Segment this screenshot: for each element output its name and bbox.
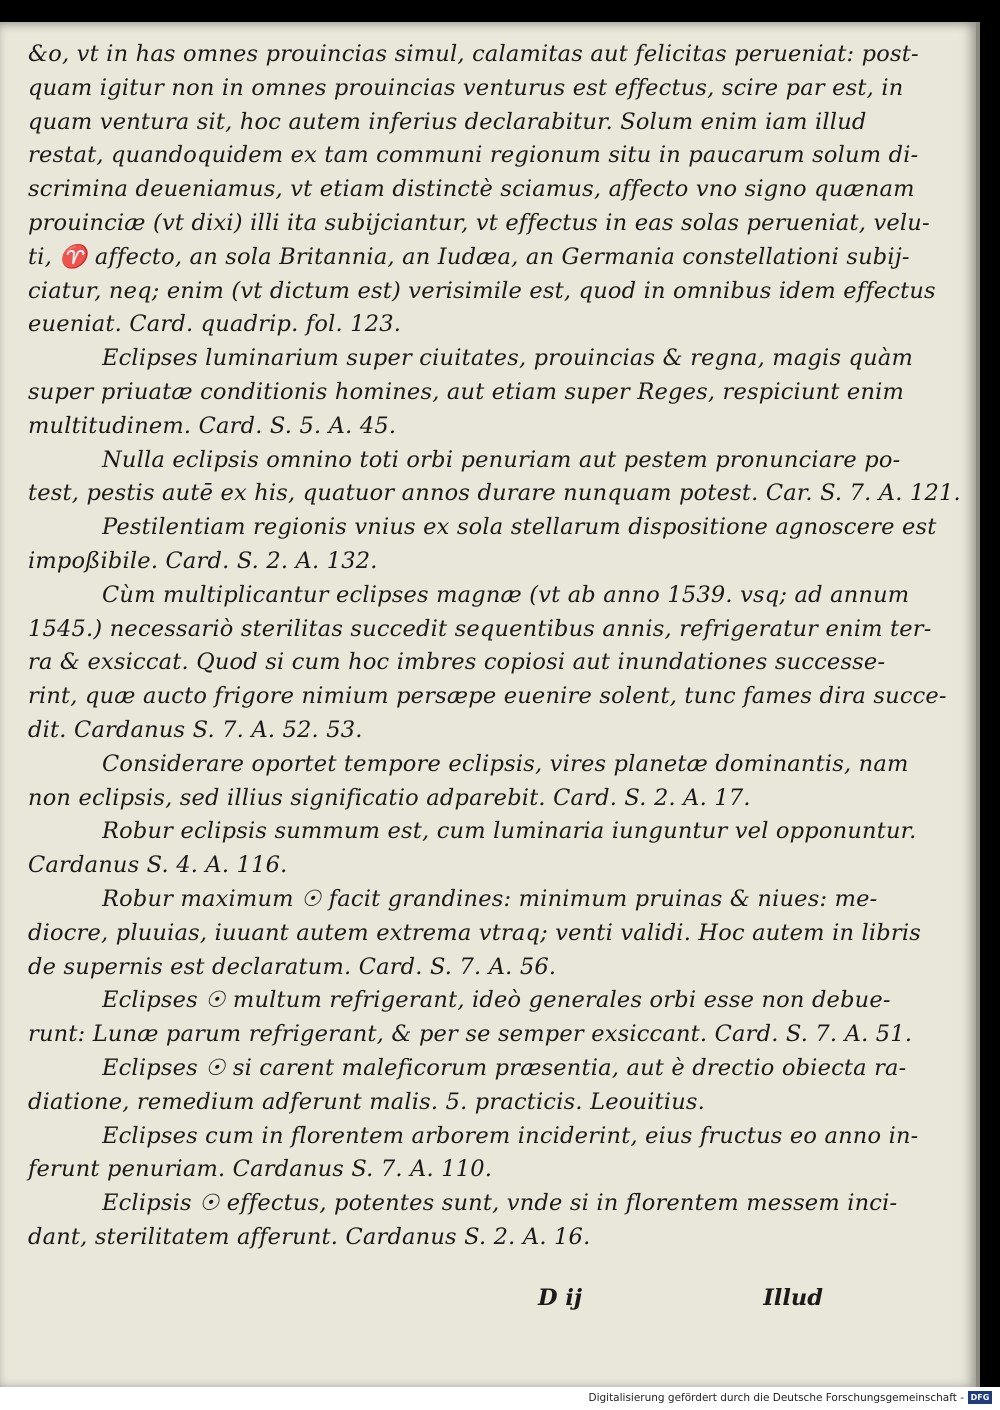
text-line: super priuatæ conditionis homines, aut etiam super Reges, respiciunt enim bbox=[28, 378, 905, 405]
text-line: test, pestis autē ex his, quatuor annos durare nunquam potest. Car. S. 7. A. 121. bbox=[28, 480, 961, 507]
text-line: quam igitur non in omnes prouincias venturus est effectus, scire par est, in bbox=[28, 74, 904, 101]
paragraph-start: Eclipses luminarium super ciuitates, prouincias & regna, magis quàm bbox=[102, 345, 913, 372]
text-line: multitudinem. Card. S. 5. A. 45. bbox=[28, 412, 397, 439]
paragraph-start: Nulla eclipsis omnino toti orbi penuriam aut pestem pronunciare po- bbox=[102, 446, 901, 473]
text-line: ferunt penuriam. Cardanus S. 7. A. 110. bbox=[28, 1156, 493, 1183]
signature-mark: D ij bbox=[538, 1285, 583, 1311]
paragraph-start: Robur eclipsis summum est, cum luminaria iunguntur vel opponuntur. bbox=[102, 818, 917, 845]
paragraph-start: Eclipses ☉ si carent maleficorum præsentia, aut è drectio obiecta ra- bbox=[102, 1054, 907, 1081]
paragraph-start: Cùm multiplicantur eclipses magnæ (vt ab anno 1539. vsq; ad annum bbox=[102, 581, 910, 608]
text-line: prouinciæ (vt dixi) illi ita subijciantur, vt effectus in eas solas perueniat, velu- bbox=[28, 209, 930, 236]
page-text bbox=[28, 38, 961, 1255]
text-line: eueniat. Card. quadrip. fol. 123. bbox=[28, 311, 402, 338]
text-line: non eclipsis, sed illius significatio adparebit. Card. S. 2. A. 17. bbox=[28, 784, 751, 811]
text-line: ti, ♈ affecto, an sola Britannia, an Iudæa, an Germania constellationi subij- bbox=[28, 243, 910, 270]
paragraph-start: Eclipses cum in florentem arborem inciderint, eius fructus eo anno in- bbox=[102, 1122, 919, 1149]
text-line: scrimina deueniamus, vt etiam distinctè sciamus, affecto vno signo quænam bbox=[28, 176, 915, 203]
text-line: rint, quæ aucto frigore nimium persæpe euenire solent, tunc fames dira succe- bbox=[28, 683, 947, 710]
catchword: Illud bbox=[763, 1285, 823, 1311]
page-footer bbox=[28, 1285, 823, 1319]
text-line: diatione, remedium adferunt malis. 5. practicis. Leouitius. bbox=[28, 1088, 705, 1115]
digitization-bar bbox=[0, 1387, 1000, 1410]
text-line: ciatur, neq; enim (vt dictum est) verisimile est, quod in omnibus idem effectus bbox=[28, 277, 936, 304]
text-line: quam ventura sit, hoc autem inferius declarabitur. Solum enim iam illud bbox=[28, 108, 867, 135]
paragraph-start: Robur maximum ☉ facit grandines: minimum pruinas & niues: me- bbox=[102, 885, 878, 912]
text-line: ra & exsiccat. Quod si cum hoc imbres copiosi aut inundationes successe- bbox=[28, 649, 886, 676]
funding-credit: Digitalisierung gefördert durch die Deutsche Forschungsgemeinschaft - bbox=[588, 1392, 964, 1404]
text-line: de supernis est declaratum. Card. S. 7. A. 56. bbox=[28, 953, 557, 980]
paragraph-start: Considerare oportet tempore eclipsis, vires planetæ dominantis, nam bbox=[102, 750, 909, 777]
paragraph-start: Eclipses ☉ multum refrigerant, ideò generales orbi esse non debue- bbox=[102, 987, 891, 1014]
text-line: runt: Lunæ parum refrigerant, & per se semper exsiccant. Card. S. 7. A. 51. bbox=[28, 1021, 913, 1048]
paragraph-start: Pestilentiam regionis vnius ex sola stellarum dispositione agnoscere est bbox=[102, 514, 937, 541]
text-line: dant, sterilitatem afferunt. Cardanus S. 2. A. 16. bbox=[28, 1223, 591, 1250]
text-line: 1545.) necessariò sterilitas succedit sequentibus annis, refrigeratur enim ter- bbox=[28, 615, 932, 642]
text-line: restat, quandoquidem ex tam communi regionum situ in paucarum solum di- bbox=[28, 142, 919, 169]
text-line: Cardanus S. 4. A. 116. bbox=[28, 852, 288, 879]
dfg-logo-icon: DFG bbox=[968, 1391, 992, 1404]
text-line: impoßibile. Card. S. 2. A. 132. bbox=[28, 547, 378, 574]
page-edge bbox=[976, 22, 980, 1387]
text-line: diocre, pluuias, iuuant autem extrema vtraq; venti validi. Hoc autem in libris bbox=[28, 919, 922, 946]
paragraph-start: Eclipsis ☉ effectus, potentes sunt, vnde si in florentem messem inci- bbox=[102, 1190, 898, 1217]
text-line: dit. Cardanus S. 7. A. 52. 53. bbox=[28, 716, 363, 743]
text-line: &o, vt in has omnes prouincias simul, calamitas aut felicitas perueniat: post- bbox=[28, 41, 919, 67]
